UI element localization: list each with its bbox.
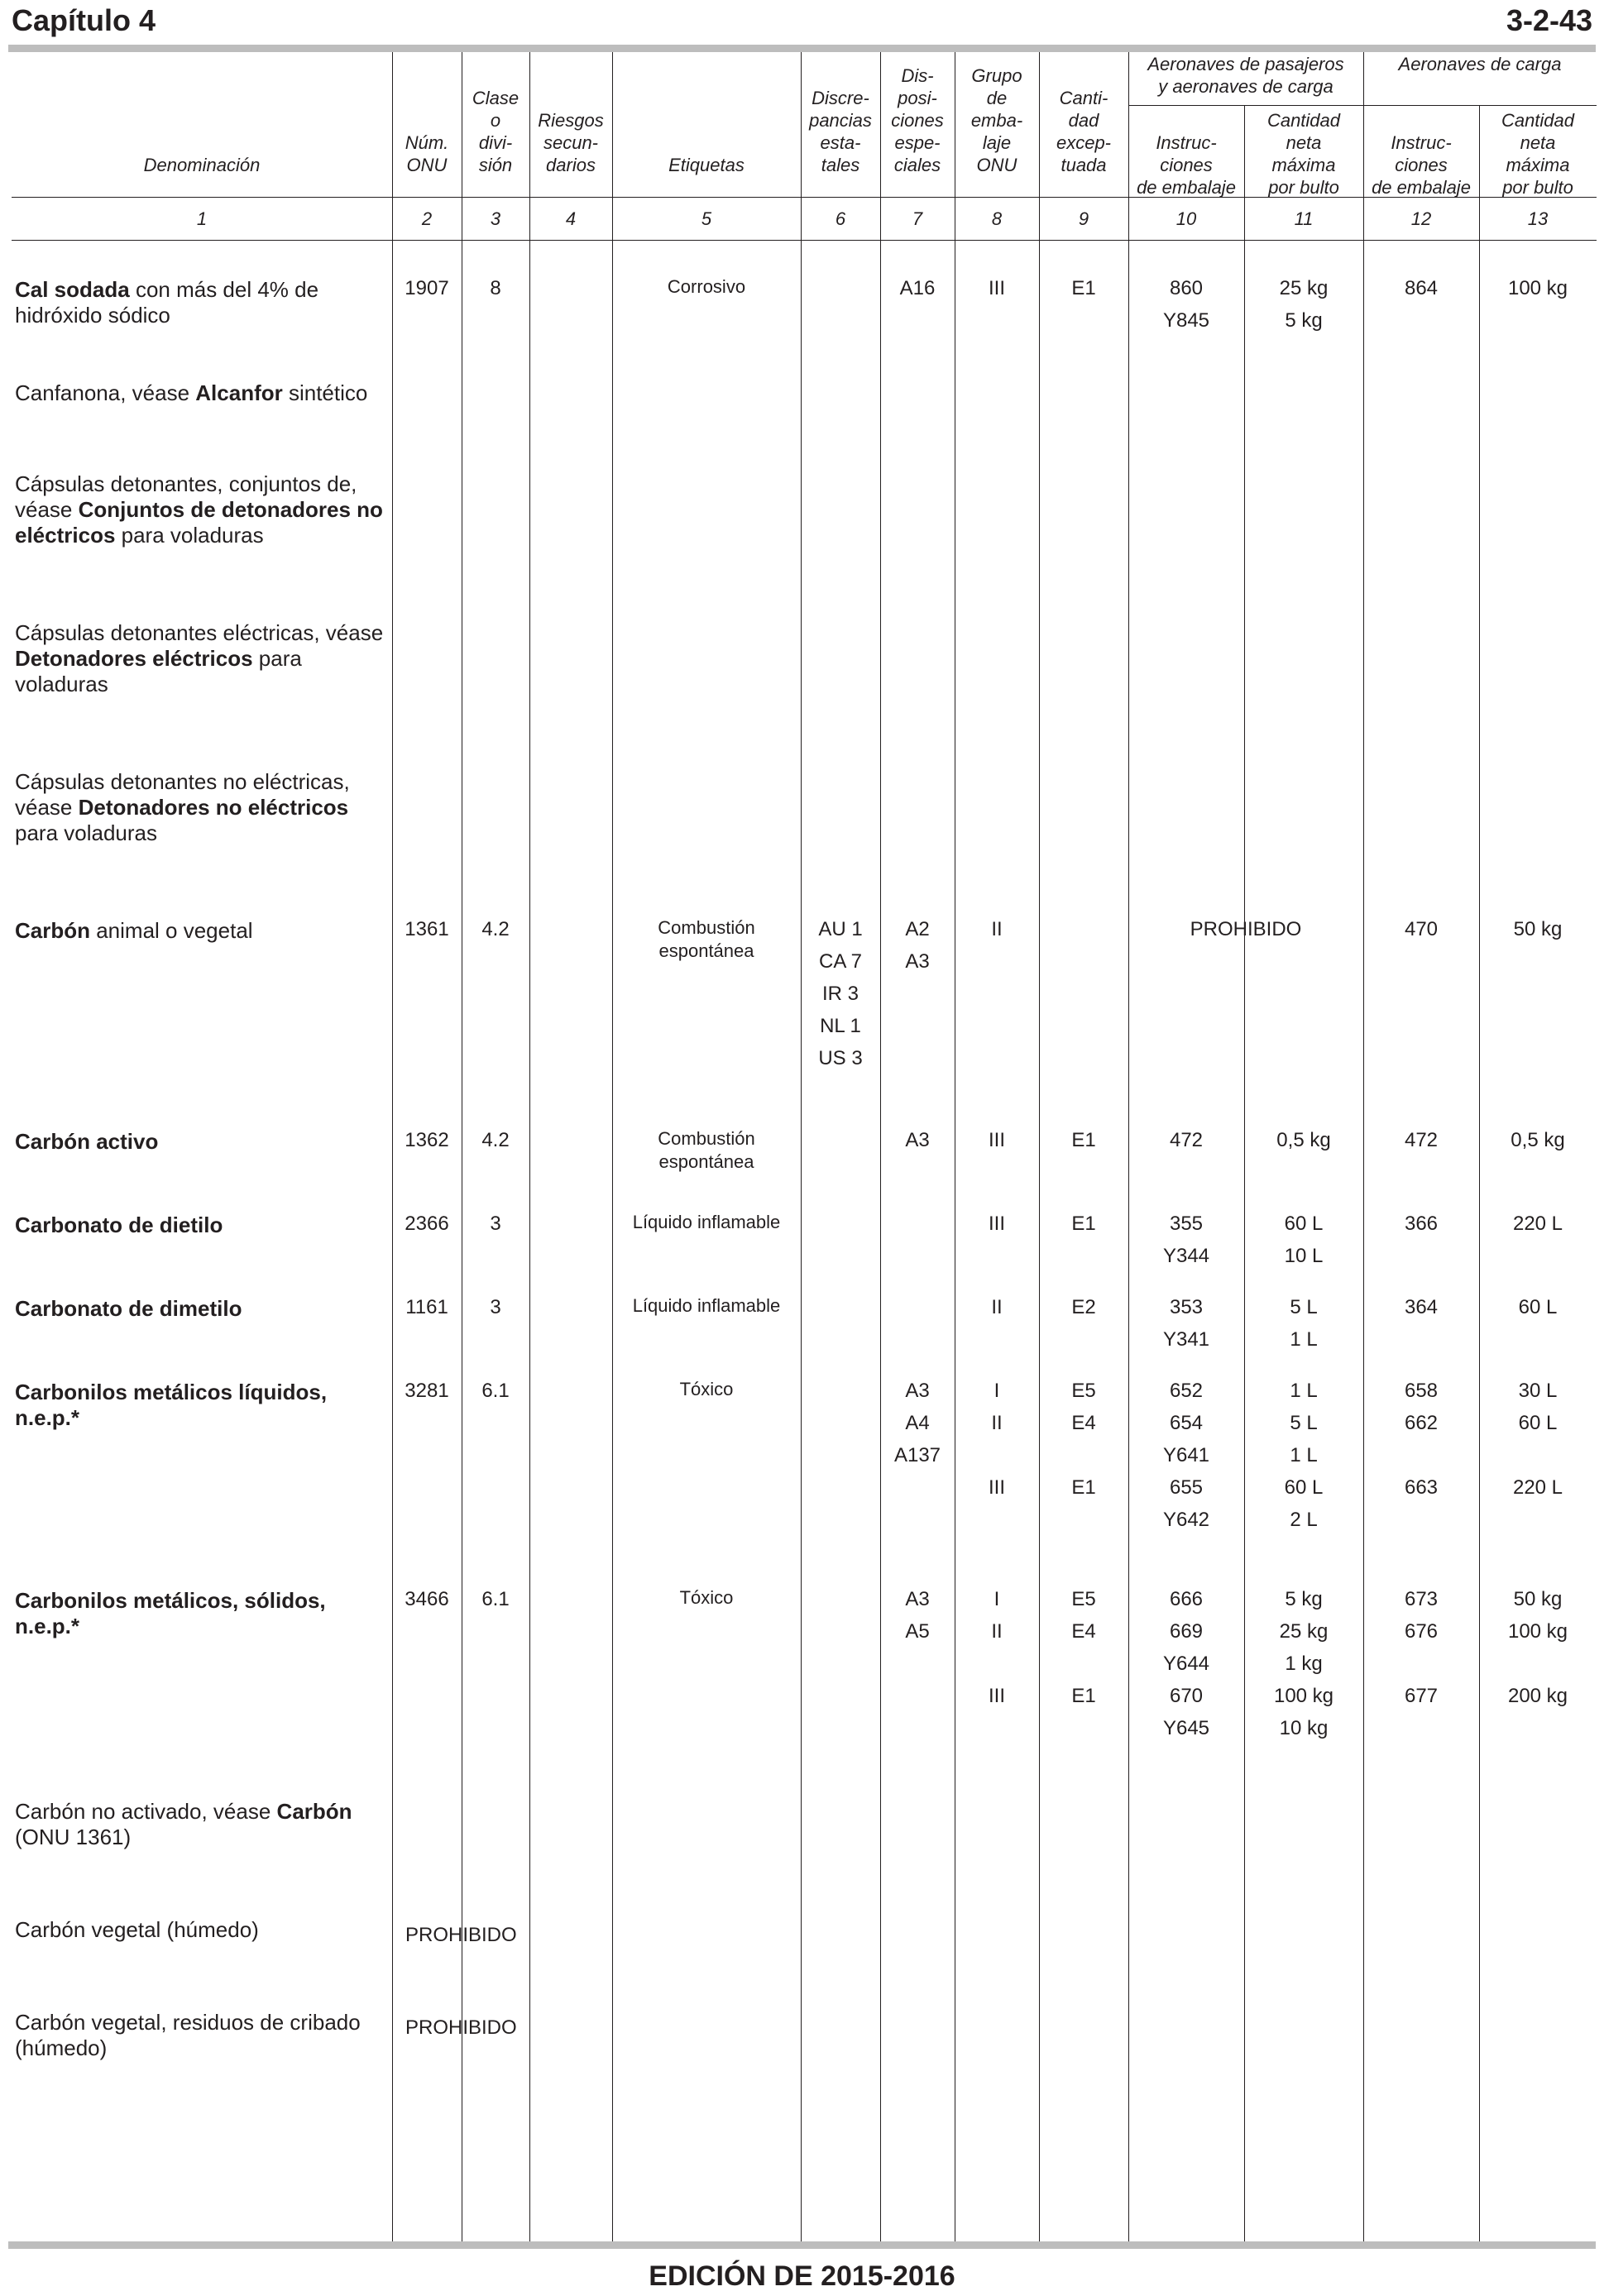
entry-name (15, 769, 387, 846)
packing-instruction-cargo-value: 470 (1404, 918, 1439, 940)
header-line: de (986, 88, 1008, 108)
entry-name-bold: Carbón activo (15, 1129, 159, 1154)
label-etiqueta: Líquido inflamable (632, 1295, 781, 1316)
net-quantity-cargo-value: 60 L (1518, 1412, 1558, 1434)
page-number: 3-2-43 (1506, 3, 1592, 37)
header-line: ciones (1160, 155, 1213, 175)
net-quantity-passenger-value: 25 kg (1279, 1620, 1329, 1643)
packing-instruction-passenger (1128, 1124, 1244, 1156)
entry-name (15, 2010, 387, 2061)
entry-name-text: Cápsulas detonantes no eléctricas, véase (15, 769, 350, 820)
header-line: por bulto (1268, 177, 1339, 198)
packing-group-value: III (988, 1129, 1005, 1151)
packing-instruction-passenger (1128, 1291, 1244, 1356)
header-line: emba- (970, 110, 1023, 131)
net-quantity-passenger-value: 1 kg (1285, 1653, 1323, 1675)
header-line: darios (546, 155, 596, 175)
un-number: 3281 (405, 1380, 449, 1402)
packing-instruction-passenger-value: Y341 (1162, 1328, 1210, 1351)
packing-instruction-cargo (1363, 1583, 1479, 1712)
packing-instruction-passenger (1128, 1375, 1244, 1536)
header-line: pancias (809, 110, 872, 131)
packing-instruction-passenger-value: Y641 (1162, 1444, 1210, 1466)
packing-instruction-passenger-value: Y644 (1162, 1653, 1210, 1675)
packing-instruction-passenger-value: 472 (1169, 1129, 1204, 1151)
entry-name-bold: Conjuntos de detonadores no eléctricos (15, 497, 383, 548)
packing-group-value: II (991, 1296, 1003, 1318)
column-number: 10 (1175, 208, 1197, 229)
state-variation-value: IR 3 (821, 983, 859, 1005)
column-divider (801, 52, 802, 2241)
label-etiqueta: Líquido inflamable (632, 1212, 781, 1232)
excepted-quantity-value: E1 (1071, 277, 1096, 299)
excepted-quantity-value: E4 (1071, 1412, 1096, 1434)
net-quantity-passenger (1244, 1583, 1363, 1744)
special-provision-value: A3 (905, 1588, 930, 1610)
entry-name-bold: Carbonato de dietilo (15, 1213, 223, 1237)
entry-name-bold: Alcanfor (195, 380, 283, 405)
class-division: 6.1 (481, 1380, 510, 1402)
entry-name (15, 1917, 387, 1943)
forbidden-passenger: PROHIBIDO (1190, 918, 1302, 940)
class-division: 4.2 (481, 1129, 510, 1151)
entry-name-text: con más del 4% de hidróxido sódico (15, 277, 319, 328)
header-discrepancias (801, 87, 880, 176)
column-number: 2 (421, 208, 433, 229)
class-division: 3 (490, 1296, 501, 1318)
packing-instruction-passenger-value: 670 (1169, 1685, 1204, 1707)
header-line: tuada (1061, 155, 1107, 175)
net-quantity-cargo (1479, 1583, 1597, 1712)
header-line: espe- (894, 132, 941, 153)
special-provision-value: A3 (905, 1380, 930, 1402)
packing-instruction-passenger (1128, 1583, 1244, 1744)
header-line: Instruc- (1156, 132, 1217, 153)
net-quantity-cargo-value: 30 L (1518, 1380, 1558, 1402)
header-line: posi- (898, 88, 937, 108)
net-quantity-passenger (1244, 1208, 1363, 1272)
packing-instruction-passenger-value: 655 (1169, 1476, 1204, 1499)
entry-name-bold: Carbón (15, 918, 90, 943)
column-number: 12 (1410, 208, 1432, 229)
header-clase (462, 87, 529, 176)
entry-name (15, 277, 387, 328)
packing-instruction-cargo (1363, 1291, 1479, 1323)
net-quantity-passenger-value: 1 L (1290, 1328, 1318, 1351)
excepted-quantity-value: E5 (1071, 1588, 1096, 1610)
excepted-quantity-value: E1 (1071, 1476, 1096, 1499)
header-grupo (955, 65, 1039, 176)
label-etiqueta: Tóxico (679, 1379, 734, 1399)
packing-group-value: III (988, 1685, 1005, 1707)
packing-group-value: I (994, 1380, 1000, 1402)
forbidden-entry: PROHIBIDO (405, 2016, 517, 2039)
entry-name-text: Cápsulas detonantes, conjuntos de, véase (15, 471, 357, 522)
excepted-quantity (1039, 1583, 1128, 1712)
header-line: esta- (820, 132, 861, 153)
net-quantity-passenger-value: 60 L (1284, 1213, 1324, 1235)
net-quantity-cargo-value: 100 kg (1507, 277, 1568, 299)
un-number: 1907 (405, 277, 449, 299)
packing-group-value: II (991, 918, 1003, 940)
entry-name (15, 380, 387, 406)
packing-instruction-passenger-value: Y344 (1162, 1245, 1210, 1267)
entry-name-bold: Carbonilos metálicos líquidos, n.e.p.* (15, 1380, 328, 1430)
packing-instruction-cargo-value (1363, 1648, 1479, 1680)
net-quantity-passenger-value: 100 kg (1273, 1685, 1334, 1707)
net-quantity-cargo-value: 50 kg (1513, 1588, 1563, 1610)
net-quantity-cargo (1479, 913, 1597, 945)
special-provision-value: A2 (905, 918, 930, 940)
special-provision-value: A137 (893, 1444, 941, 1466)
page-header (12, 0, 1592, 41)
header-line: neta (1520, 132, 1556, 153)
state-variation-value: CA 7 (818, 950, 863, 973)
entry-name-bold: Carbón (276, 1799, 352, 1824)
header-line: ciales (893, 155, 941, 175)
top-rule (8, 45, 1596, 52)
packing-instruction-cargo (1363, 1124, 1479, 1156)
net-quantity-cargo-value: 100 kg (1507, 1620, 1568, 1643)
net-quantity-passenger-value: 10 L (1284, 1245, 1324, 1267)
entry-name-text: para voladuras (15, 820, 157, 845)
net-quantity-passenger-value: 5 L (1290, 1412, 1318, 1434)
header-line: secun- (543, 132, 599, 153)
net-quantity-cargo (1479, 1375, 1597, 1504)
packing-instruction-cargo (1363, 272, 1479, 304)
header-line: Núm. (405, 132, 449, 153)
packing-instruction-cargo-value (1363, 1439, 1479, 1471)
header-line: Grupo (971, 65, 1022, 86)
packing-instruction-passenger-value: 654 (1169, 1412, 1204, 1434)
packing-instruction-cargo-value: 676 (1404, 1620, 1439, 1643)
header-line: Instruc- (1391, 132, 1452, 153)
edition-footer: EDICIÓN DE 2015-2016 (649, 2260, 955, 2292)
packing-instruction-passenger-value: Y845 (1162, 309, 1210, 332)
entry-name (15, 918, 387, 944)
header-cantidad-exceptuada (1039, 87, 1128, 176)
packing-instruction-passenger-value: 355 (1169, 1213, 1204, 1235)
header-instrucciones-carga (1363, 132, 1479, 199)
header-num-onu (392, 132, 462, 176)
special-provision (880, 272, 955, 304)
label-etiqueta: Tóxico (679, 1587, 734, 1608)
special-provision (880, 1124, 955, 1156)
excepted-quantity (1039, 1208, 1128, 1240)
header-line: ONU (406, 155, 448, 175)
header-cantidad-carga (1479, 109, 1597, 199)
packing-instruction-cargo-value: 663 (1404, 1476, 1439, 1499)
column-divider (1244, 105, 1245, 2241)
excepted-quantity (1039, 272, 1128, 304)
net-quantity-cargo (1479, 1291, 1597, 1323)
net-quantity-passenger (1244, 1291, 1363, 1356)
un-number: 1362 (405, 1129, 449, 1151)
class-division: 3 (490, 1213, 501, 1235)
net-quantity-cargo (1479, 272, 1597, 304)
column-number: 1 (196, 208, 208, 229)
header-line: máxima (1506, 155, 1570, 175)
chapter-title: Capítulo 4 (12, 3, 156, 37)
special-provision-value: A16 (899, 277, 936, 299)
packing-instruction-passenger-value: 666 (1169, 1588, 1204, 1610)
column-number: 6 (835, 208, 846, 229)
net-quantity-passenger (1244, 272, 1363, 337)
forbidden-entry: PROHIBIDO (405, 1924, 517, 1946)
net-quantity-cargo-value (1479, 1648, 1597, 1680)
excepted-quantity (1039, 1375, 1128, 1504)
horizontal-rule (1128, 105, 1597, 106)
net-quantity-cargo-value: 220 L (1512, 1476, 1563, 1499)
bottom-rule (8, 2241, 1596, 2249)
packing-instruction-cargo-value: 673 (1404, 1588, 1439, 1610)
net-quantity-cargo (1479, 1208, 1597, 1240)
un-number: 1361 (405, 918, 449, 940)
header-cantidad-pasajeros (1244, 109, 1363, 199)
header-riesgos (529, 109, 612, 176)
excepted-quantity-value: E1 (1071, 1685, 1096, 1707)
packing-instruction-passenger-value: 353 (1169, 1296, 1204, 1318)
packing-instruction-passenger-value: Y645 (1162, 1717, 1210, 1739)
net-quantity-passenger-value: 25 kg (1279, 277, 1329, 299)
horizontal-rule (12, 240, 1597, 241)
state-variation-value: NL 1 (820, 1015, 861, 1037)
header-line: ciones (1395, 155, 1448, 175)
entry-name-bold: Carbonilos metálicos, sólidos, n.e.p.* (15, 1588, 326, 1638)
packing-instruction-cargo-value: 662 (1404, 1412, 1439, 1434)
special-provision (880, 1375, 955, 1471)
entry-name-bold: Cal sodada (15, 277, 130, 302)
packing-instruction-passenger-value: 652 (1169, 1380, 1204, 1402)
header-line: por bulto (1502, 177, 1573, 198)
column-number: 4 (565, 208, 577, 229)
packing-group-value: I (994, 1588, 1000, 1610)
packing-group-value: III (988, 1213, 1005, 1235)
net-quantity-cargo-value: 220 L (1512, 1213, 1563, 1235)
header-line: dad (1068, 110, 1099, 131)
header-disposiciones (880, 65, 955, 176)
packing-instruction-passenger-value: 860 (1169, 277, 1204, 299)
header-line: ONU (976, 155, 1017, 175)
packing-group-value: II (991, 1620, 1003, 1643)
column-divider (529, 52, 530, 2241)
header-line: Canti- (1059, 88, 1108, 108)
state-variation-value: AU 1 (818, 918, 863, 940)
column-number: 11 (1294, 208, 1314, 229)
header-etiquetas: Etiquetas (668, 155, 745, 175)
excepted-quantity-value (1039, 1439, 1128, 1471)
header-line: divi- (478, 132, 513, 153)
excepted-quantity (1039, 1124, 1128, 1156)
packing-instruction-passenger (1128, 272, 1244, 337)
special-provision-value: A3 (905, 1129, 930, 1151)
header-line: Discre- (812, 88, 869, 108)
excepted-quantity-value: E2 (1071, 1296, 1096, 1318)
column-number: 7 (912, 208, 923, 229)
entry-name (15, 1799, 387, 1850)
packing-instruction-cargo-value: 364 (1404, 1296, 1439, 1318)
column-number: 13 (1527, 208, 1549, 229)
entry-name-bold: Detonadores no eléctricos (78, 795, 349, 820)
special-provision (880, 913, 955, 978)
entry-name-text: animal o vegetal (90, 918, 253, 943)
special-provision-value: A3 (905, 950, 930, 973)
special-provision-value: A5 (905, 1620, 930, 1643)
header-instrucciones-pasajeros (1128, 132, 1244, 199)
entry-name-bold: Carbonato de dimetilo (15, 1296, 242, 1321)
packing-instruction-cargo-value: 366 (1404, 1213, 1439, 1235)
entry-name (15, 471, 387, 548)
column-number: 3 (490, 208, 501, 229)
net-quantity-passenger-value: 5 kg (1285, 1588, 1323, 1610)
header-line: Clase (472, 88, 520, 108)
packing-group-value (955, 1648, 1039, 1680)
net-quantity-passenger (1244, 1124, 1363, 1156)
state-variation-value: US 3 (818, 1047, 863, 1069)
excepted-quantity-value: E1 (1071, 1213, 1096, 1235)
un-number: 2366 (405, 1213, 449, 1235)
net-quantity-cargo-value (1479, 1439, 1597, 1471)
entry-name (15, 620, 387, 697)
un-number: 1161 (405, 1296, 448, 1318)
packing-instruction-passenger-value: 669 (1169, 1620, 1204, 1643)
entry-name-text: sintético (282, 380, 368, 405)
excepted-quantity-value: E1 (1071, 1129, 1096, 1151)
packing-group (955, 272, 1039, 304)
packing-group (955, 1208, 1039, 1240)
header-pasajeros-group (1128, 53, 1363, 98)
net-quantity-passenger-value: 60 L (1284, 1476, 1324, 1499)
column-divider (1479, 105, 1480, 2241)
net-quantity-passenger-value: 2 L (1290, 1509, 1318, 1531)
header-line: Cantidad (1266, 110, 1341, 131)
net-quantity-cargo-value: 60 L (1518, 1296, 1558, 1318)
net-quantity-passenger (1244, 1375, 1363, 1536)
un-number: 3466 (405, 1588, 449, 1610)
entry-name (15, 1588, 387, 1639)
net-quantity-passenger-value: 1 L (1290, 1380, 1318, 1402)
column-number: 9 (1078, 208, 1089, 229)
label-etiqueta: Combustión espontánea (658, 917, 755, 961)
excepted-quantity-value: E5 (1071, 1380, 1096, 1402)
header-line: Aeronaves de pasajeros (1147, 54, 1344, 74)
net-quantity-passenger-value: 0,5 kg (1276, 1129, 1331, 1151)
entry-name-text: Cápsulas detonantes eléctricas, véase (15, 620, 384, 645)
entry-name-text: Carbón vegetal, residuos de cribado (húmedo) (15, 2010, 361, 2060)
class-division: 4.2 (481, 918, 510, 940)
header-line: ciones (891, 110, 944, 131)
packing-group (955, 1375, 1039, 1504)
header-line: excep- (1056, 132, 1112, 153)
net-quantity-passenger-value: 5 L (1290, 1296, 1318, 1318)
header-line: Dis- (901, 65, 934, 86)
label-etiqueta: Combustión espontánea (658, 1128, 755, 1172)
header-line: Cantidad (1501, 110, 1575, 131)
net-quantity-passenger-value: 5 kg (1285, 309, 1323, 332)
packing-instruction-passenger-value: Y642 (1162, 1509, 1210, 1531)
entry-name-text: (ONU 1361) (15, 1825, 132, 1849)
header-line: o (490, 110, 501, 131)
entry-name (15, 1296, 387, 1322)
packing-group-value: II (991, 1412, 1003, 1434)
class-division: 6.1 (481, 1588, 510, 1610)
entry-name-text: Canfanona, véase (15, 380, 196, 405)
packing-instruction-cargo (1363, 1375, 1479, 1504)
packing-group-value: III (988, 1476, 1005, 1499)
entry-name (15, 1213, 387, 1238)
header-line: tales (821, 155, 860, 175)
net-quantity-passenger-value: 1 L (1290, 1444, 1318, 1466)
column-number: 8 (991, 208, 1003, 229)
special-provision (880, 1583, 955, 1648)
entry-name-text: Carbón no activado, véase (15, 1799, 277, 1824)
net-quantity-cargo-value: 200 kg (1507, 1685, 1568, 1707)
packing-instruction-passenger (1128, 1208, 1244, 1272)
header-carga-group: Aeronaves de carga (1398, 54, 1562, 74)
packing-instruction-cargo-value: 677 (1404, 1685, 1439, 1707)
entry-name (15, 1380, 387, 1431)
state-variation (801, 913, 880, 1074)
net-quantity-passenger-value: 10 kg (1279, 1717, 1329, 1739)
packing-group (955, 1291, 1039, 1323)
packing-instruction-cargo (1363, 1208, 1479, 1240)
packing-instruction-cargo-value: 864 (1404, 277, 1439, 299)
header-line: máxima (1271, 155, 1336, 175)
entry-name (15, 1129, 387, 1155)
excepted-quantity-value: E4 (1071, 1620, 1096, 1643)
header-line: neta (1286, 132, 1322, 153)
net-quantity-cargo-value: 50 kg (1513, 918, 1563, 940)
header-line: de embalaje (1137, 177, 1236, 198)
packing-group-value: III (988, 277, 1005, 299)
special-provision-value: A4 (905, 1412, 930, 1434)
excepted-quantity-value (1039, 1648, 1128, 1680)
packing-instruction-cargo (1363, 913, 1479, 945)
header-line: de embalaje (1372, 177, 1471, 198)
class-division: 8 (490, 277, 501, 299)
header-line: Riesgos (538, 110, 604, 131)
entry-name-text: Carbón vegetal (húmedo) (15, 1917, 259, 1942)
column-number: 5 (701, 208, 712, 229)
packing-group (955, 1583, 1039, 1712)
packing-group (955, 1124, 1039, 1156)
excepted-quantity (1039, 1291, 1128, 1323)
packing-group-value (955, 1439, 1039, 1471)
header-line: laje (982, 132, 1012, 153)
header-denominacion: Denominación (143, 155, 261, 175)
label-etiqueta: Corrosivo (667, 276, 746, 297)
net-quantity-cargo-value: 0,5 kg (1511, 1129, 1565, 1151)
net-quantity-cargo (1479, 1124, 1597, 1156)
header-line: sión (478, 155, 513, 175)
packing-group (955, 913, 1039, 945)
entry-name-text: para voladuras (15, 646, 302, 696)
entry-name-text: para voladuras (115, 523, 264, 548)
packing-instruction-cargo-value: 472 (1404, 1129, 1439, 1151)
packing-instruction-cargo-value: 658 (1404, 1380, 1439, 1402)
entry-name-bold: Detonadores eléctricos (15, 646, 253, 671)
header-line: y aeronaves de carga (1158, 76, 1333, 97)
